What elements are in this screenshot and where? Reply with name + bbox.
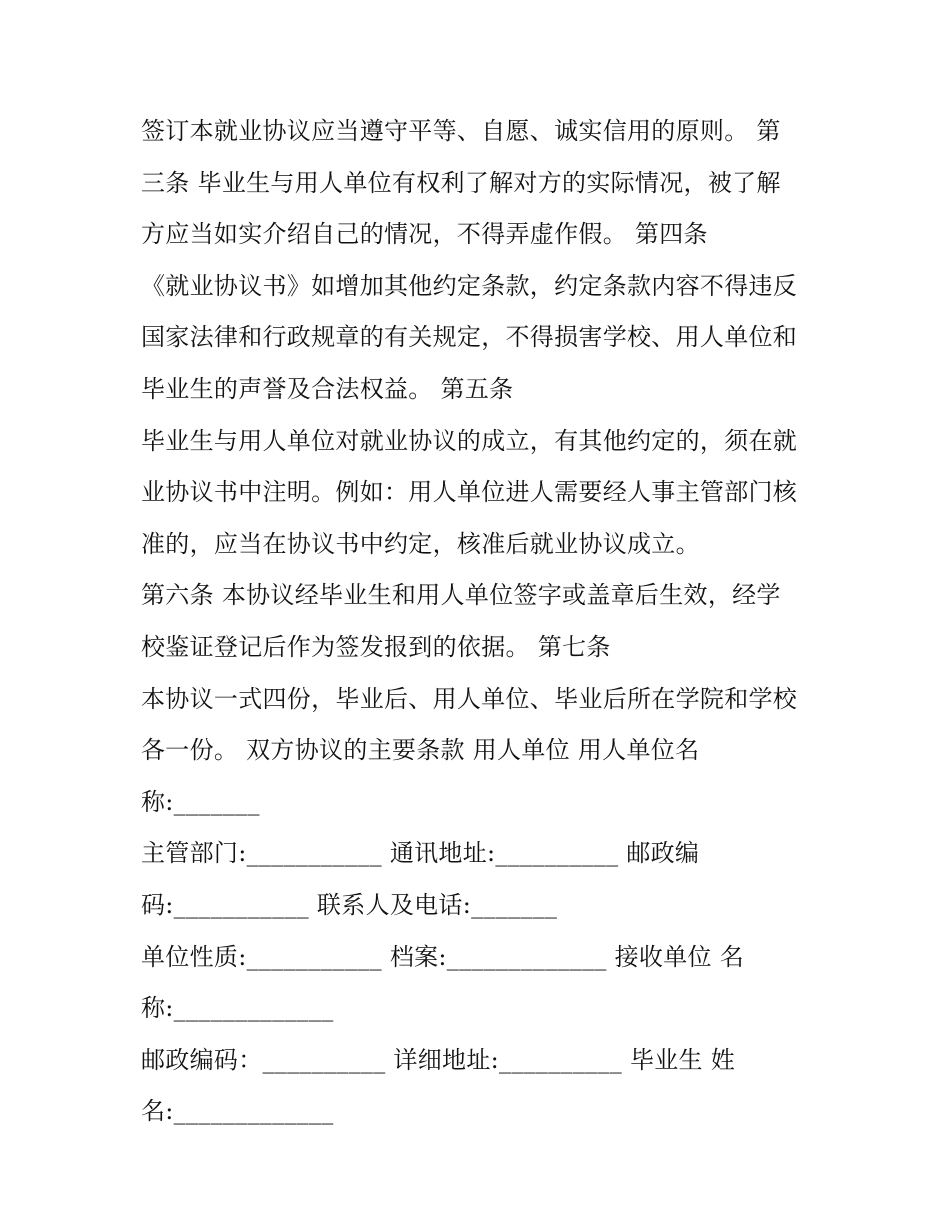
text-line: 校鉴证登记后作为签发报到的依据。 第七条 (141, 632, 611, 661)
document-body (141, 106, 841, 1138)
text-line: 称:_____________ (141, 994, 334, 1023)
text-line: 邮政编码：__________ 详细地址:__________ 毕业生 姓 (141, 1045, 736, 1074)
text-line: 各一份。 双方协议的主要条款 用人单位 用人单位名 (141, 736, 700, 765)
text-line: 签订本就业协议应当遵守平等、自愿、诚实信用的原则。 第 (141, 117, 781, 145)
text-line: 三条 毕业生与用人单位有权利了解对方的实际情况，被了解 (141, 168, 781, 197)
text-line: 本协议一式四份，毕业后、用人单位、毕业后所在学院和学校 (141, 684, 798, 713)
text-line: 毕业生的声誉及合法权益。 第五条 (141, 374, 514, 403)
text-line: 业协议书中注明。例如：用人单位进人需要经人事主管部门核 (141, 478, 798, 507)
text-line: 单位性质:___________ 档案:_____________ 接收单位 名 (141, 942, 745, 971)
text-line: 第六条 本协议经毕业生和用人单位签字或盖章后生效，经学 (141, 581, 781, 610)
text-line: 方应当如实介绍自己的情况，不得弄虚作假。 第四条 (141, 220, 708, 249)
text-line: 码:___________ 联系人及电话:_______ (141, 890, 558, 919)
text-line: 称:_______ (141, 787, 260, 816)
text-line: 名:_____________ (141, 1097, 334, 1126)
text-line: 国家法律和行政规章的有关规定，不得损害学校、用人单位和 (141, 323, 798, 352)
text-line: 毕业生与用人单位对就业协议的成立，有其他约定的，须在就 (141, 426, 798, 455)
text-line: 准的，应当在协议书中约定，核准后就业协议成立。 (141, 529, 700, 558)
text-line: 主管部门:___________ 通讯地址:__________ 邮政编 (141, 839, 700, 868)
text-line: 《就业协议书》如增加其他约定条款，约定条款内容不得违反 (141, 271, 798, 300)
